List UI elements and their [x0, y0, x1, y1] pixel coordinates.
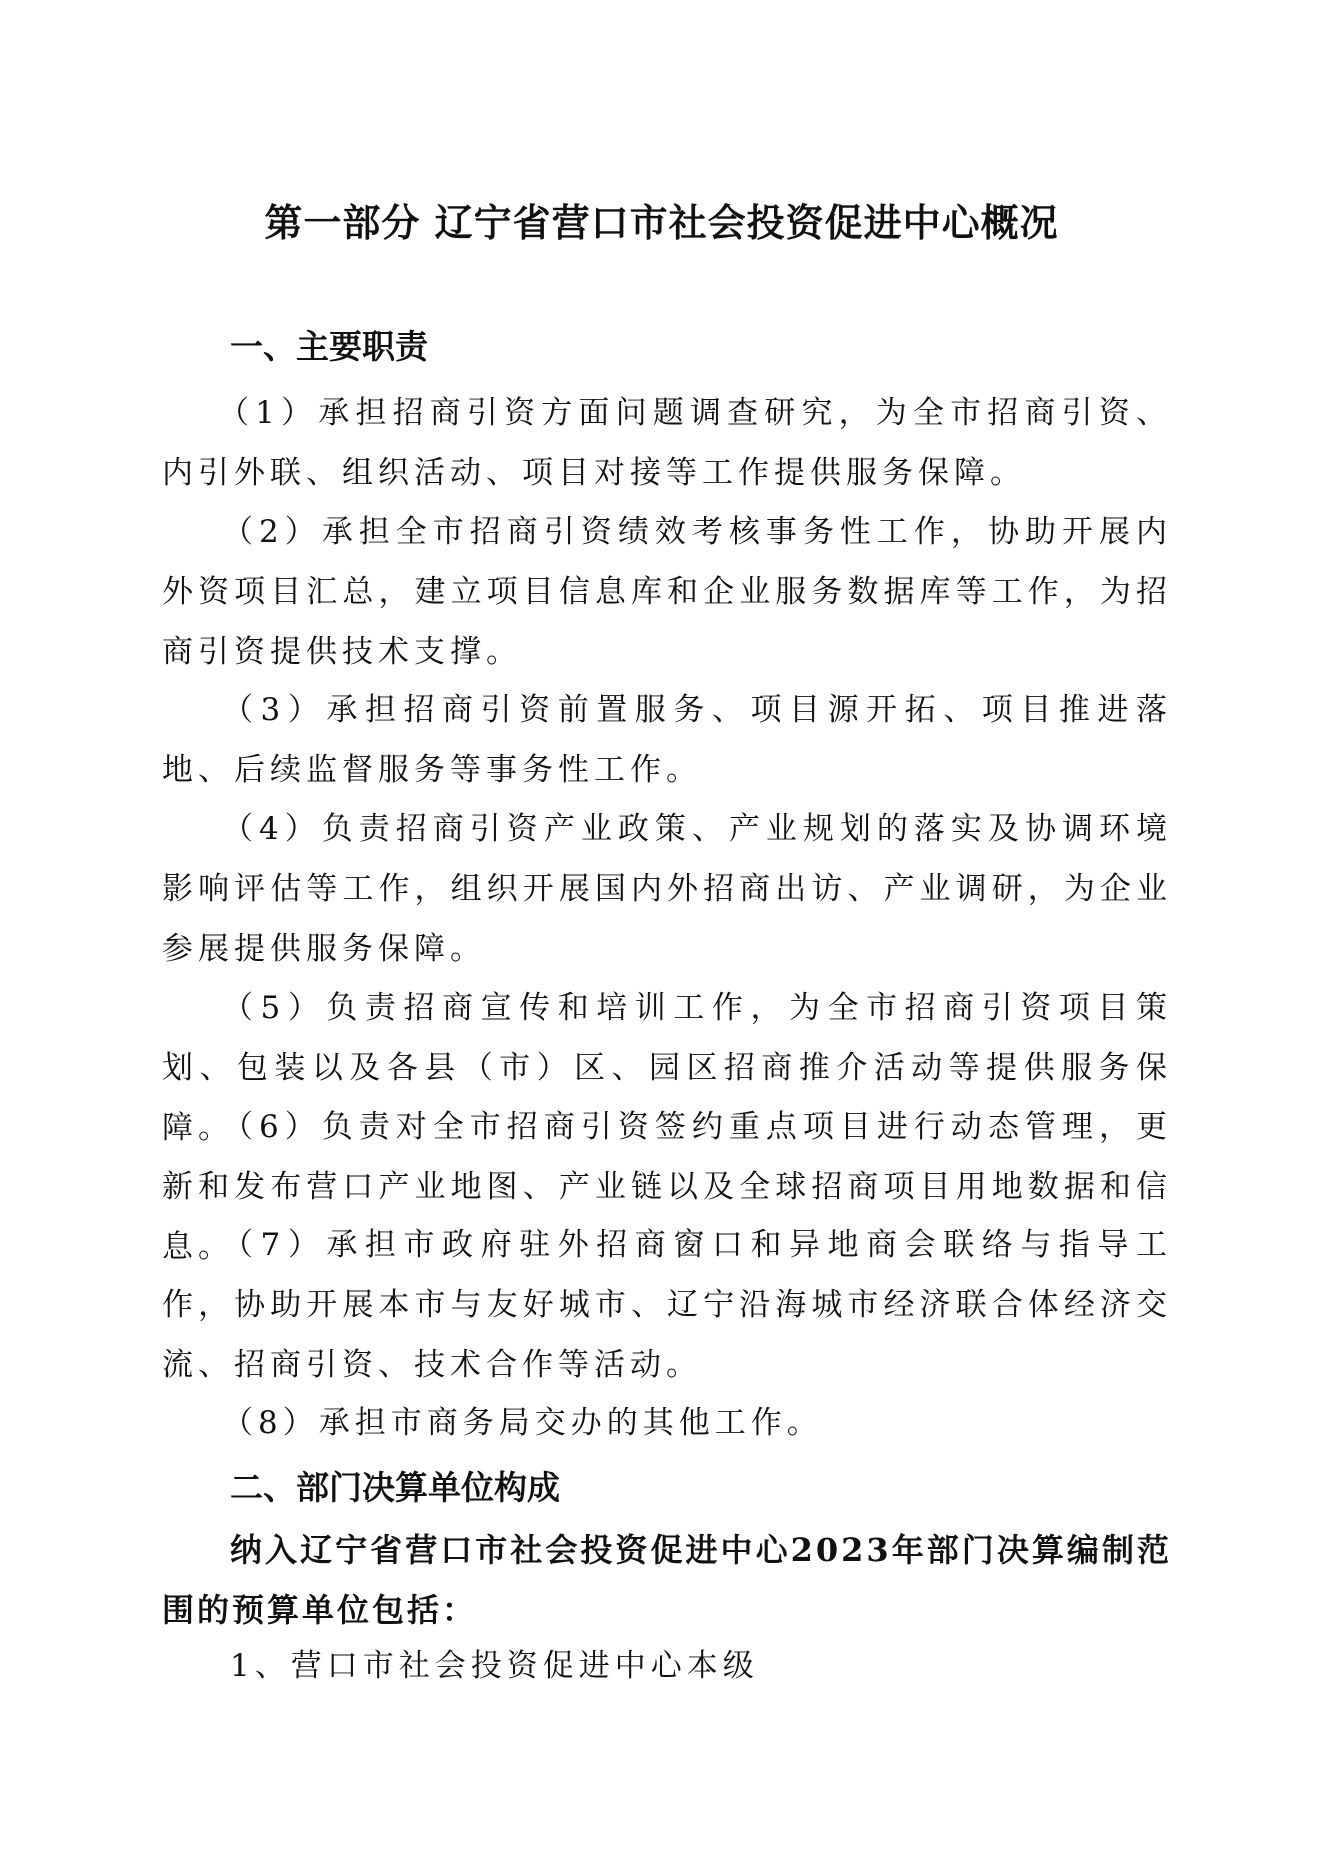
duty-item-4: （4）负责招商引资产业政策、产业规划的落实及协调环境影响评估等工作，组织开展国内外招商出访、产业调研，为企业参展提供服务保障。	[162, 811, 1172, 967]
budget-unit-item: 1、营口市社会投资促进中心本级	[230, 1648, 759, 1684]
unit-scope-intro: 纳入辽宁省营口市社会投资促进中心2023年部门决算编制范围的预算单位包括：	[162, 1531, 1172, 1629]
duty-item-7: （7）承担市政府驻外招商窗口和异地商会联络与指导工作，协助开展本市与友好城市、辽宁沿海城市经济联合体经济交流、招商引资、技术合作等活动。	[162, 1227, 1172, 1383]
duty-item-3: （3）承担招商引资前置服务、项目源开拓、项目推进落地、后续监督服务等事务性工作。	[162, 692, 1172, 788]
duty-item-5: （5）负责招商宣传和培训工作，为全市招商引资项目策划、包装以及各县（市）区、园区招商推介活动等提供服务保障。	[162, 990, 1172, 1146]
duty-item-8: （8）承担市商务局交办的其他工作。	[222, 1405, 823, 1441]
duty-item-1: （1）承担招商引资方面问题调查研究，为全市招商引资、内引外联、组织活动、项目对接等工作提供服务保障。	[162, 395, 1172, 491]
document-title: 第一部分 辽宁省营口市社会投资促进中心概况	[264, 201, 1059, 245]
section-heading-unit-composition: 二、部门决算单位构成	[230, 1468, 560, 1507]
section-heading-main-duties: 一、主要职责	[230, 327, 428, 366]
duty-item-6: （6）负责对全市招商引资签约重点项目进行动态管理，更新和发布营口产业地图、产业链以及全球招商项目用地数据和信息。	[162, 1109, 1172, 1265]
duty-item-2: （2）承担全市招商引资绩效考核事务性工作，协助开展内外资项目汇总，建立项目信息库和企业服务数据库等工作，为招商引资提供技术支撑。	[162, 514, 1172, 670]
